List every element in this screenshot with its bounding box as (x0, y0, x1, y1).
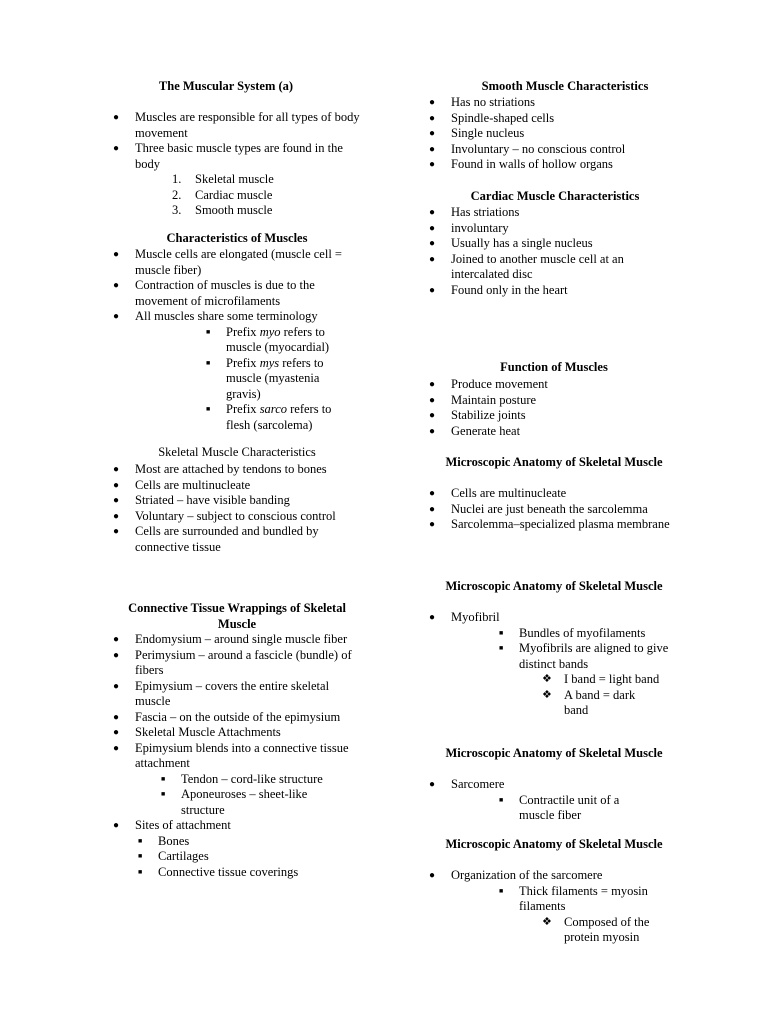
band-item: ❖ I band = light band (542, 672, 660, 686)
sub-item: ■ Contractile unit of a muscle fiber (499, 792, 620, 822)
list-item: ● Cells are multinucleate (113, 477, 251, 492)
intro-section (113, 110, 361, 219)
square-bullet-icon: ■ (161, 774, 166, 783)
section-heading: Skeletal Muscle Characteristics (158, 445, 316, 459)
bullet-icon: ● (113, 464, 120, 475)
numbered-item: 2. Cardiac muscle (172, 187, 273, 202)
section-heading: Microscopic Anatomy of Skeletal Muscle (445, 579, 663, 593)
function-section (429, 377, 679, 439)
bullet-icon: ● (429, 284, 436, 296)
bullet-icon: ● (113, 526, 120, 537)
numbered-item: 1. Skeletal muscle (172, 172, 274, 186)
list-item: ● Has striations (429, 205, 520, 219)
characteristics-section (113, 247, 361, 433)
band-item: ❖ A band = dark band (542, 687, 636, 717)
list-item: ● Sarcolemma–specialized plasma membrane (429, 517, 670, 531)
bullet-icon: ● (429, 97, 436, 108)
bullet-icon: ● (429, 612, 436, 623)
square-bullet-icon: ■ (138, 852, 143, 860)
list-item: ● Produce movement (429, 377, 548, 391)
list-item: ● Involuntary – no conscious control (429, 141, 626, 156)
list-item: ● involuntary (429, 220, 509, 235)
list-item: ● Most are attached by tendons to bones (113, 462, 327, 476)
site-item: ■ Bones (138, 833, 190, 848)
square-bullet-icon: ■ (138, 867, 143, 876)
diamond-bullet-icon: ❖ (542, 688, 552, 701)
square-bullet-icon: ■ (161, 790, 166, 798)
bullet-icon: ● (429, 488, 436, 499)
list-item: ● Spindle-shaped cells (429, 110, 555, 125)
site-item: ■ Connective tissue coverings (138, 864, 299, 879)
bullet-icon: ● (429, 519, 436, 530)
prefix-item: ■ Prefix sarco refers to flesh (sarcolema) (206, 402, 332, 432)
bullet-icon: ● (429, 870, 436, 881)
list-item: ● Muscle cells are elongated (muscle cell = muscle fiber) (113, 247, 342, 277)
list-item: ● Muscles are responsible for all types of body movement (113, 110, 360, 140)
bullet-icon: ● (113, 820, 120, 831)
sub-item: ■ Myofibrils are aligned to give distinct bands (499, 641, 669, 671)
bullet-icon: ● (429, 394, 436, 406)
list-item: ● Striated – have visible banding (113, 493, 290, 507)
bullet-icon: ● (113, 742, 120, 754)
list-item: ● Epimysium blends into a connective tissue attachment (113, 740, 349, 770)
section-heading: Microscopic Anatomy of Skeletal Muscle (445, 837, 663, 851)
prefix-item: ■ Prefix mys refers to muscle (myastenia gravis) (206, 355, 324, 401)
bullet-icon: ● (113, 311, 120, 322)
bullet-icon: ● (429, 222, 436, 234)
bullet-icon: ● (113, 143, 120, 154)
list-item: ● Voluntary – subject to conscious control (113, 508, 336, 523)
micro-anatomy-section-4 (429, 868, 679, 946)
section-heading: Smooth Muscle Characteristics (481, 79, 649, 93)
bullet-icon: ● (429, 159, 436, 170)
list-item: ● Sarcomere (429, 777, 505, 791)
bullet-icon: ● (113, 112, 120, 123)
detail-item: ❖ Composed of the protein myosin (542, 914, 650, 944)
micro-anatomy-section-2 (429, 610, 679, 719)
bullet-icon: ● (113, 634, 120, 645)
list-item: ● Cells are surrounded and bundled by connective tissue (113, 524, 319, 554)
bullet-icon: ● (113, 510, 120, 522)
bullet-icon: ● (429, 503, 436, 515)
skeletal-section (113, 462, 361, 555)
bullet-icon: ● (113, 727, 120, 738)
list-item: ● Single nucleus (429, 126, 525, 140)
bullet-icon: ● (429, 128, 436, 139)
cardiac-section (429, 205, 679, 298)
section-heading: Microscopic Anatomy of Skeletal Muscle (445, 455, 663, 469)
sub-item: ■ Thick filaments = myosin filaments (499, 883, 648, 913)
list-item: ● Nuclei are just beneath the sarcolemma (429, 501, 648, 516)
smooth-section (429, 95, 679, 173)
bullet-icon: ● (429, 379, 436, 390)
list-item: ● Usually has a single nucleus (429, 236, 593, 250)
numbered-item: 3. Smooth muscle (172, 203, 273, 217)
list-item: ● Contraction of muscles is due to the movement of microfilaments (113, 278, 315, 308)
attachment-type-item: ■ Aponeuroses – sheet-like structure (161, 787, 308, 817)
micro-anatomy-section-3 (429, 777, 679, 824)
list-item: ● Stabilize joints (429, 408, 526, 422)
list-item: ● Maintain posture (429, 392, 537, 407)
bullet-icon: ● (429, 238, 436, 249)
bullet-icon: ● (429, 779, 436, 790)
list-item: ● Found only in the heart (429, 282, 568, 297)
section-heading: Characteristics of Muscles (166, 231, 308, 245)
list-item: ● Skeletal Muscle Attachments (113, 725, 281, 739)
square-bullet-icon: ■ (206, 358, 211, 367)
list-item: ● Cells are multinucleate (429, 486, 567, 500)
bullet-icon: ● (429, 143, 436, 155)
list-item: ● Three basic muscle types are found in the body (113, 141, 343, 171)
attachment-type-item: ■ Tendon – cord-like structure (161, 771, 323, 786)
wrappings-section (113, 632, 361, 880)
list-item: ● Joined to another muscle cell at an intercalated disc (429, 251, 624, 281)
bullet-icon: ● (113, 479, 120, 491)
site-item: ■ Cartilages (138, 849, 209, 863)
diamond-bullet-icon: ❖ (542, 673, 552, 685)
sub-item: ■ Bundles of myofilaments (499, 625, 646, 640)
bullet-icon: ● (429, 410, 436, 421)
bullet-icon: ● (113, 649, 120, 661)
list-item: ● Endomysium – around single muscle fiber (113, 632, 348, 646)
page-title: The Muscular System (a) (158, 79, 294, 93)
square-bullet-icon: ■ (206, 405, 211, 413)
section-heading: Function of Muscles (500, 360, 608, 374)
list-item: ● Organization of the sarcomere (429, 868, 603, 882)
bullet-icon: ● (429, 207, 436, 218)
list-item: ● Has no striations (429, 95, 536, 109)
square-bullet-icon: ■ (499, 644, 504, 652)
square-bullet-icon: ■ (499, 628, 504, 637)
bullet-icon: ● (113, 680, 120, 692)
square-bullet-icon: ■ (138, 836, 143, 845)
list-item: ● Sites of attachment (113, 818, 231, 832)
square-bullet-icon: ■ (499, 795, 504, 804)
list-item: ● Myofibril (429, 610, 500, 624)
section-heading: Cardiac Muscle Characteristics (470, 189, 640, 203)
diamond-bullet-icon: ❖ (542, 915, 552, 928)
square-bullet-icon: ■ (206, 327, 211, 336)
list-item: ● Epimysium – covers the entire skeletal muscle (113, 678, 330, 708)
bullet-icon: ● (429, 112, 436, 124)
section-heading: Microscopic Anatomy of Skeletal Muscle (445, 746, 663, 760)
bullet-icon: ● (113, 249, 120, 260)
micro-anatomy-section-1 (429, 486, 679, 533)
bullet-icon: ● (113, 495, 120, 506)
prefix-item: ■ Prefix myo refers to muscle (myocardial) (206, 324, 330, 354)
list-item: ● Fascia – on the outside of the epimysium (113, 709, 341, 724)
list-item: ● Perimysium – around a fascicle (bundle) of fibers (113, 647, 352, 677)
list-item: ● Generate heat (429, 423, 521, 438)
bullet-icon: ● (113, 711, 120, 723)
bullet-icon: ● (429, 425, 436, 437)
list-item: ● All muscles share some terminology (113, 309, 318, 323)
section-heading: Connective Tissue Wrappings of Skeletal Muscle (128, 601, 346, 631)
square-bullet-icon: ■ (499, 886, 504, 895)
bullet-icon: ● (113, 280, 120, 291)
bullet-icon: ● (429, 253, 436, 265)
list-item: ● Found in walls of hollow organs (429, 157, 613, 171)
